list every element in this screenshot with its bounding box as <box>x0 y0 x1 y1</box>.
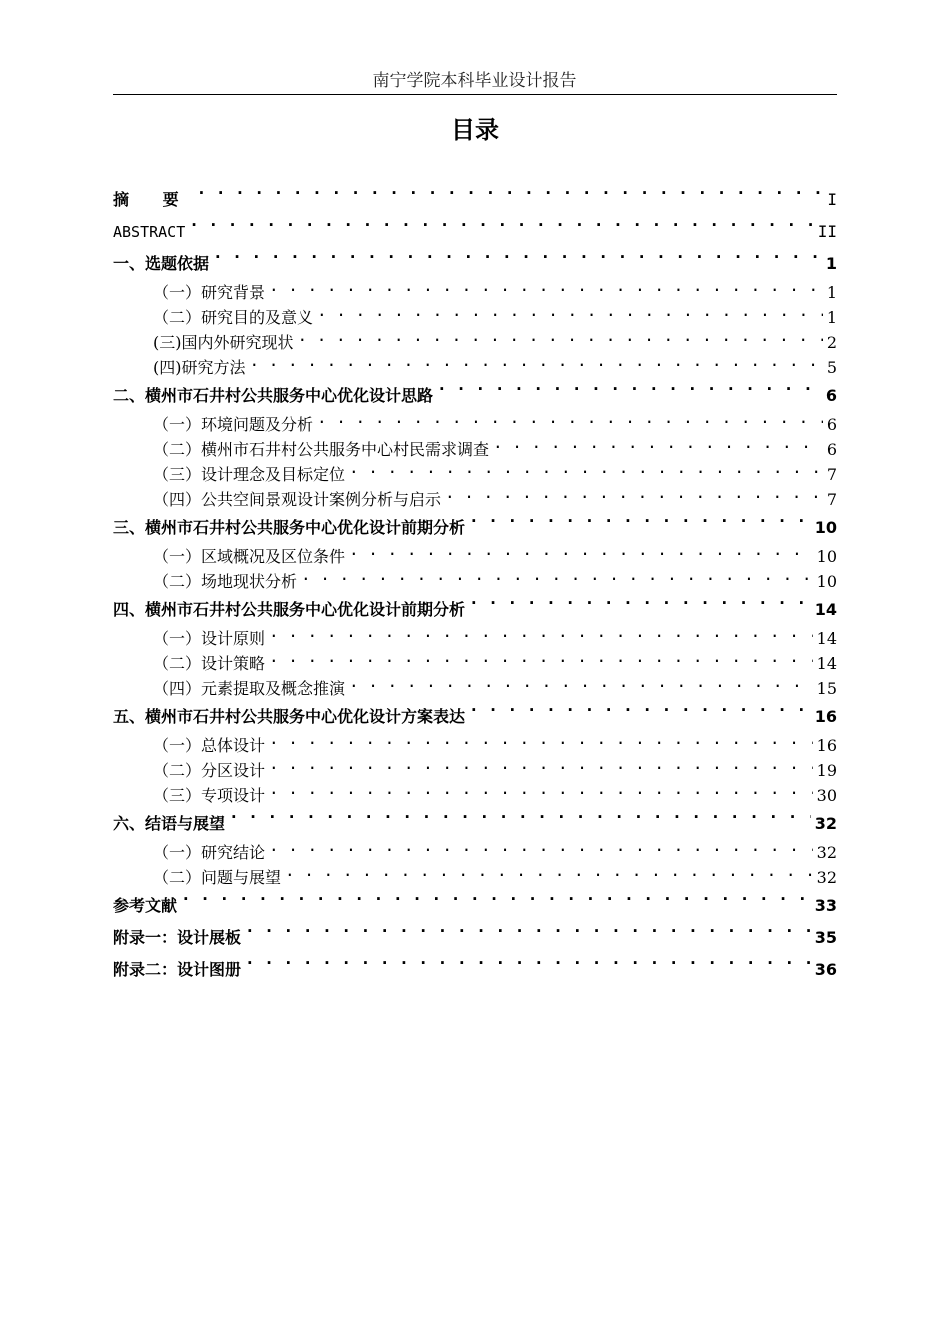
toc-entry-page: 1 <box>826 308 837 327</box>
dot-leader <box>317 307 823 323</box>
toc-entry-label: （二）横州市石井村公共服务中心村民需求调查 <box>153 440 490 459</box>
toc-entry-page: 36 <box>814 960 837 979</box>
toc-entry-page: 6 <box>825 386 837 405</box>
toc-entry-label: (四)研究方法 <box>153 358 246 377</box>
toc-entry-label: 参考文献 <box>113 896 178 915</box>
toc-entry-chapter-2[interactable] <box>113 380 837 412</box>
toc-entry-label: （四）公共空间景观设计案例分析与启示 <box>153 490 442 509</box>
dot-leader <box>269 842 813 858</box>
toc-entry-section[interactable] <box>113 840 837 865</box>
dot-leader <box>269 282 823 298</box>
toc-entry-label: 摘 要 <box>113 190 193 209</box>
toc-entry-page: 32 <box>814 814 837 833</box>
dot-leader <box>469 599 811 615</box>
toc-entry-page: 30 <box>816 786 837 805</box>
dot-leader <box>469 706 811 722</box>
toc-entry-page: 14 <box>816 629 837 648</box>
toc-entry-label: （二）分区设计 <box>153 761 266 780</box>
toc-entry-chapter-5[interactable] <box>113 701 837 733</box>
dot-leader <box>181 895 811 911</box>
toc-entry-page: 33 <box>814 896 837 915</box>
dot-leader <box>245 959 811 975</box>
header-divider <box>113 94 837 95</box>
toc-entry-page: 32 <box>816 868 837 887</box>
toc-entry-label: （一）环境问题及分析 <box>153 415 314 434</box>
toc-entry-references[interactable] <box>113 890 837 922</box>
toc-entry-section[interactable] <box>113 437 837 462</box>
toc-entry-label: 五、横州市石井村公共服务中心优化设计方案表达 <box>113 707 466 726</box>
toc-entry-section[interactable] <box>113 733 837 758</box>
dot-leader <box>285 867 813 883</box>
dot-leader <box>317 414 823 430</box>
toc-entry-page: 35 <box>814 928 837 947</box>
toc-entry-section[interactable] <box>113 330 837 355</box>
dot-leader <box>445 489 823 505</box>
dot-leader <box>245 927 811 943</box>
dot-leader <box>250 357 823 373</box>
toc-entry-label: 一、选题依据 <box>113 254 210 273</box>
toc-entry-page: 16 <box>814 707 837 726</box>
dot-leader <box>269 653 813 669</box>
toc-entry-chapter-4[interactable] <box>113 594 837 626</box>
dot-leader <box>213 253 822 269</box>
toc-entry-label: （二）场地现状分析 <box>153 572 298 591</box>
toc-entry-label: （四）元素提取及概念推演 <box>153 679 346 698</box>
toc-entry-page: 2 <box>826 333 837 352</box>
toc-entry-label: （一）总体设计 <box>153 736 266 755</box>
toc-entry-label: （一）区域概况及区位条件 <box>153 547 346 566</box>
toc-entry-abstract-en[interactable] <box>113 216 837 248</box>
toc-entry-appendix-1[interactable] <box>113 922 837 954</box>
toc-entry-section[interactable] <box>113 462 837 487</box>
dot-leader <box>349 678 813 694</box>
dot-leader <box>298 332 823 348</box>
toc-entry-label: （一）研究背景 <box>153 283 266 302</box>
toc-entry-label: (三)国内外研究现状 <box>153 333 294 352</box>
toc-entry-chapter-3[interactable] <box>113 512 837 544</box>
toc-entry-page: I <box>827 190 837 209</box>
dot-leader <box>349 546 813 562</box>
toc-entry-page: 14 <box>816 654 837 673</box>
toc-entry-appendix-2[interactable] <box>113 954 837 986</box>
toc-entry-abstract-cn[interactable] <box>113 184 837 216</box>
toc-entry-page: 10 <box>816 547 837 566</box>
dot-leader <box>437 385 822 401</box>
toc-entry-label: 附录一：设计展板 <box>113 928 242 947</box>
toc-entry-page: II <box>817 222 837 241</box>
toc-entry-page: 19 <box>816 761 837 780</box>
toc-entry-label: 二、横州市石井村公共服务中心优化设计思路 <box>113 386 434 405</box>
dot-leader <box>349 464 823 480</box>
toc-entry-label: （二）问题与展望 <box>153 868 282 887</box>
toc-entry-label: 四、横州市石井村公共服务中心优化设计前期分析 <box>113 600 466 619</box>
page-header: 南宁学院本科毕业设计报告 <box>372 71 577 91</box>
dot-leader <box>189 221 813 237</box>
toc-title: 目录 <box>451 116 499 144</box>
toc-entry-label: （一）设计原则 <box>153 629 266 648</box>
dot-leader <box>197 189 824 205</box>
toc-entry-label: （二）研究目的及意义 <box>153 308 314 327</box>
toc-entry-page: 14 <box>814 600 837 619</box>
toc-entry-page: 32 <box>816 843 837 862</box>
toc-entry-label: 附录二：设计图册 <box>113 960 242 979</box>
dot-leader <box>269 735 813 751</box>
toc-entry-page: 5 <box>826 358 837 377</box>
toc-entry-section[interactable] <box>113 544 837 569</box>
toc-entry-label: （二）设计策略 <box>153 654 266 673</box>
dot-leader <box>269 785 813 801</box>
toc-entry-page: 7 <box>826 465 837 484</box>
toc-entry-page: 10 <box>816 572 837 591</box>
toc-entry-label: （一）研究结论 <box>153 843 266 862</box>
toc-entry-label: （三）专项设计 <box>153 786 266 805</box>
toc-entry-section[interactable] <box>113 783 837 808</box>
toc-entry-page: 7 <box>826 490 837 509</box>
toc-entry-page: 16 <box>816 736 837 755</box>
dot-leader <box>229 813 811 829</box>
dot-leader <box>269 760 813 776</box>
toc-entry-page: 6 <box>826 415 837 434</box>
toc-entry-section[interactable] <box>113 626 837 651</box>
toc-entry-section[interactable] <box>113 758 837 783</box>
toc-entry-chapter-6[interactable] <box>113 808 837 840</box>
toc-entry-label: 三、横州市石井村公共服务中心优化设计前期分析 <box>113 518 466 537</box>
toc-entry-page: 10 <box>814 518 837 537</box>
toc-entry-label: ABSTRACT <box>113 223 186 241</box>
toc-entry-page: 1 <box>826 283 837 302</box>
toc-entry-section[interactable] <box>113 355 837 380</box>
dot-leader <box>301 571 813 587</box>
toc-entry-section[interactable] <box>113 305 837 330</box>
toc-entry-page: 6 <box>826 440 837 459</box>
toc-entry-section[interactable] <box>113 865 837 890</box>
dot-leader <box>269 628 813 644</box>
toc-entry-section[interactable] <box>113 280 837 305</box>
toc-entry-section[interactable] <box>113 676 837 701</box>
toc-entry-chapter-1[interactable] <box>113 248 837 280</box>
dot-leader <box>493 439 823 455</box>
dot-leader <box>469 517 811 533</box>
toc-entry-section[interactable] <box>113 569 837 594</box>
toc-entry-label: 六、结语与展望 <box>113 814 226 833</box>
toc-entry-page: 15 <box>816 679 837 698</box>
toc-entry-section[interactable] <box>113 651 837 676</box>
table-of-contents <box>113 184 837 986</box>
toc-entry-page: 1 <box>825 254 837 273</box>
toc-entry-section[interactable] <box>113 487 837 512</box>
toc-entry-section[interactable] <box>113 412 837 437</box>
toc-entry-label: （三）设计理念及目标定位 <box>153 465 346 484</box>
